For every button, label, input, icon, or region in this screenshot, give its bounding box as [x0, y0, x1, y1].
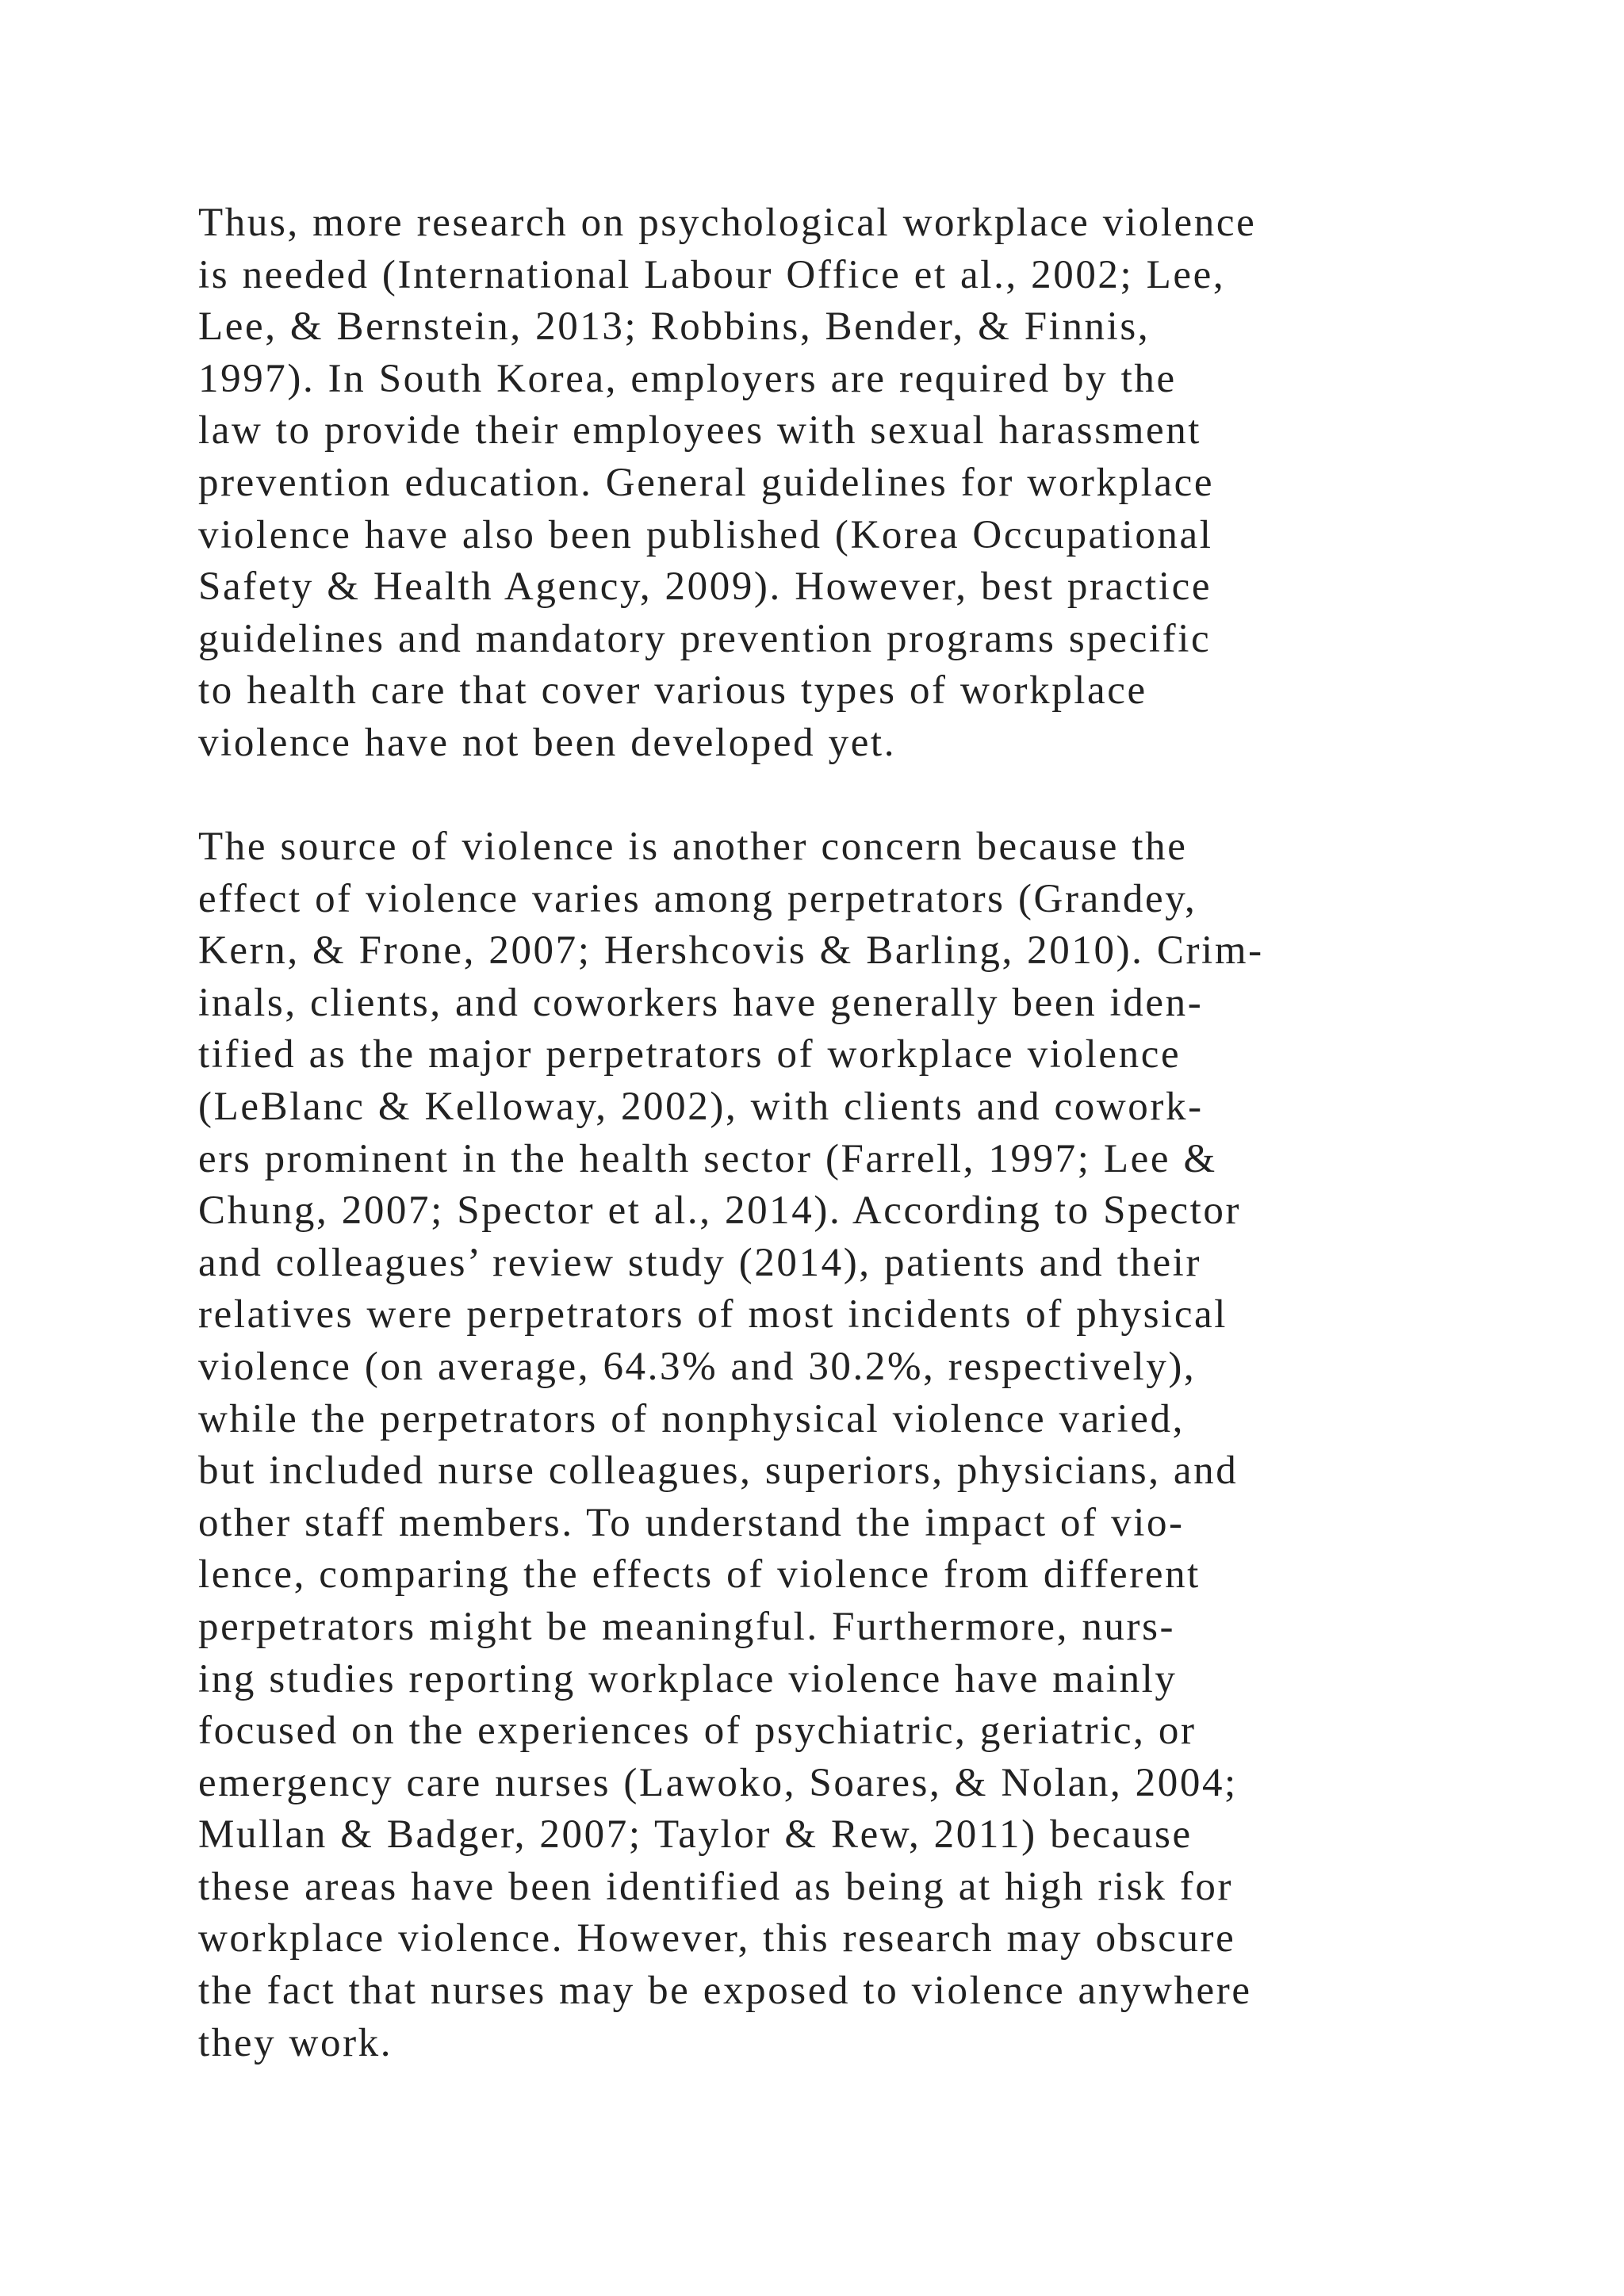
text-line: Kern, & Frone, 2007; Hershcovis & Barling, 2010). Crim-	[198, 928, 1264, 974]
text-line: but included nurse colleagues, superiors, physicians, and	[198, 1448, 1239, 1494]
text-line: tified as the major perpetrators of workplace violence	[198, 1032, 1182, 1077]
text-line: relatives were perpetrators of most incidents of physical	[198, 1292, 1228, 1337]
text-line: violence (on average, 64.3% and 30.2%, respectively),	[198, 1344, 1197, 1389]
text-line: to health care that cover various types of workplace	[198, 668, 1147, 714]
text-line: Safety & Health Agency, 2009). However, best practice	[198, 564, 1212, 610]
text-line: workplace violence. However, this research may obscure	[198, 1916, 1236, 1961]
text-line: the fact that nurses may be exposed to violence anywhere	[198, 1969, 1252, 2014]
text-line: The source of violence is another concern because the	[198, 825, 1188, 869]
text-line: (LeBlanc & Kelloway, 2002), with clients and cowork-	[198, 1084, 1204, 1129]
text-line: prevention education. General guidelines for workplace	[198, 460, 1215, 505]
text-line: ing studies reporting workplace violence have mainly	[198, 1656, 1178, 1701]
text-line: inals, clients, and coworkers have generally been iden-	[198, 980, 1204, 1025]
text-line: emergency care nurses (Lawoko, Soares, & Nolan, 2004;	[198, 1760, 1238, 1805]
text-line: violence have also been published (Korea Occupational	[198, 512, 1213, 557]
text-line: lence, comparing the effects of violence from different	[198, 1552, 1201, 1598]
text-line: guidelines and mandatory prevention programs specific	[198, 616, 1212, 661]
text-line: violence have not been developed yet.	[198, 720, 897, 765]
text-line: Mullan & Badger, 2007; Taylor & Rew, 2011) because	[198, 1812, 1193, 1858]
text-line: while the perpetrators of nonphysical violence varied,	[198, 1396, 1185, 1441]
text-line: and colleagues’ review study (2014), patients and their	[198, 1240, 1202, 1285]
text-line: Thus, more research on psychological workplace violence	[198, 201, 1257, 245]
paragraph-1	[198, 197, 1546, 770]
text-line: focused on the experiences of psychiatric, geriatric, or	[198, 1709, 1197, 1754]
text-line: Lee, & Bernstein, 2013; Robbins, Bender, & Finnis,	[198, 304, 1151, 350]
paragraph-2	[198, 821, 1546, 2069]
text-line: they work.	[198, 2020, 393, 2065]
text-line: is needed (International Labour Office et al., 2002; Lee,	[198, 252, 1226, 297]
text-line: perpetrators might be meaningful. Furthermore, nurs-	[198, 1604, 1176, 1649]
text-line: these areas have been identified as being at high risk for	[198, 1864, 1234, 1909]
text-line: ers prominent in the health sector (Farrell, 1997; Lee &	[198, 1136, 1217, 1181]
text-line: Chung, 2007; Spector et al., 2014). According to Spector	[198, 1188, 1242, 1234]
text-line: 1997). In South Korea, employers are required by the	[198, 356, 1177, 401]
text-line: effect of violence varies among perpetrators (Grandey,	[198, 876, 1197, 921]
text-line: law to provide their employees with sexual harassment	[198, 408, 1202, 453]
text-line: other staff members. To understand the impact of vio-	[198, 1500, 1185, 1545]
